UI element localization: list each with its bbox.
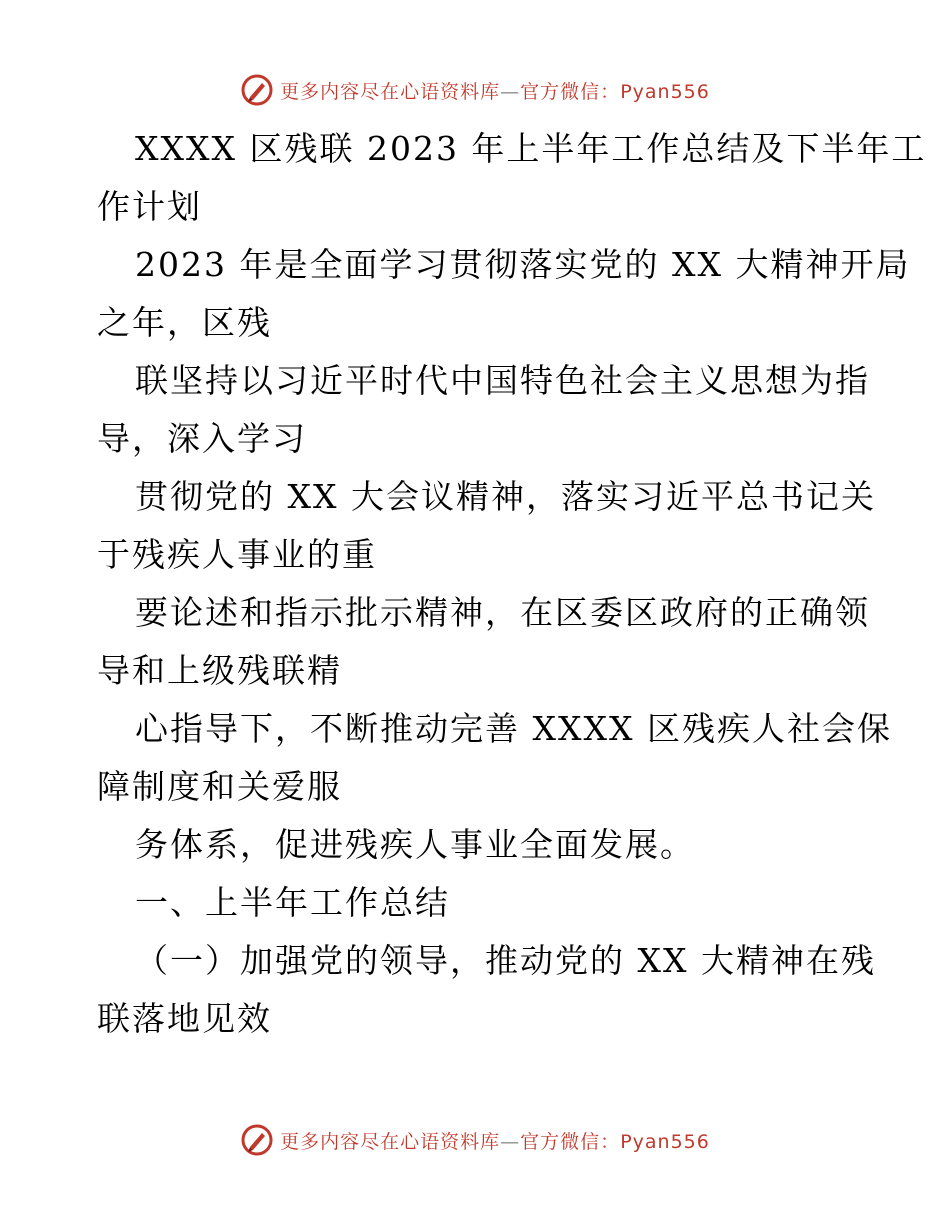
header-banner-official: 官方微信： — [520, 80, 621, 103]
paragraph-line: 务体系，促进残疾人事业全面发展。 — [135, 825, 695, 864]
title-line-2: 作计划 — [97, 187, 202, 226]
paragraph-line: 贯彻党的 XX 大会议精神，落实习近平总书记关 — [135, 477, 876, 516]
paragraph-line: 要论述和指示批示精神，在区委区政府的正确领 — [135, 593, 870, 632]
header-banner — [0, 70, 950, 110]
pen-logo-icon — [240, 73, 274, 107]
paragraph-line: 之年，区残 — [97, 303, 272, 342]
paragraph-line: 2023 年是全面学习贯彻落实党的 XX 大精神开局 — [135, 245, 911, 284]
paragraph-line: 障制度和关爱服 — [97, 767, 342, 806]
paragraph-line: 导和上级残联精 — [97, 651, 342, 690]
subsection-heading: （一）加强党的领导，推动党的 XX 大精神在残 — [135, 941, 876, 980]
pen-logo-icon — [240, 1123, 274, 1157]
title-line-1: XXXX 区残联 2023 年上半年工作总结及下半年工 — [135, 129, 927, 168]
header-banner-title: 更多内容尽在心语资料库 — [280, 80, 501, 103]
section-heading: 一、上半年工作总结 — [135, 883, 450, 922]
paragraph-line: 联坚持以习近平时代中国特色社会主义思想为指 — [135, 361, 870, 400]
footer-banner-text — [280, 1127, 710, 1154]
footer-banner-dash: — — [500, 1130, 521, 1153]
header-banner-handle: Pyan556 — [620, 80, 710, 103]
paragraph-line: 心指导下，不断推动完善 XXXX 区残疾人社会保 — [135, 709, 892, 748]
paragraph-line: 导，深入学习 — [97, 419, 307, 458]
footer-banner-official: 官方微信： — [520, 1130, 621, 1153]
footer-banner-handle: Pyan556 — [620, 1130, 710, 1153]
document-body — [97, 120, 927, 1048]
header-banner-dash: — — [500, 80, 521, 103]
subsection-heading-cont: 联落地见效 — [97, 999, 272, 1038]
header-banner-text — [280, 77, 710, 104]
footer-banner-title: 更多内容尽在心语资料库 — [280, 1130, 501, 1153]
paragraph-line: 于残疾人事业的重 — [97, 535, 377, 574]
footer-banner — [0, 1120, 950, 1160]
